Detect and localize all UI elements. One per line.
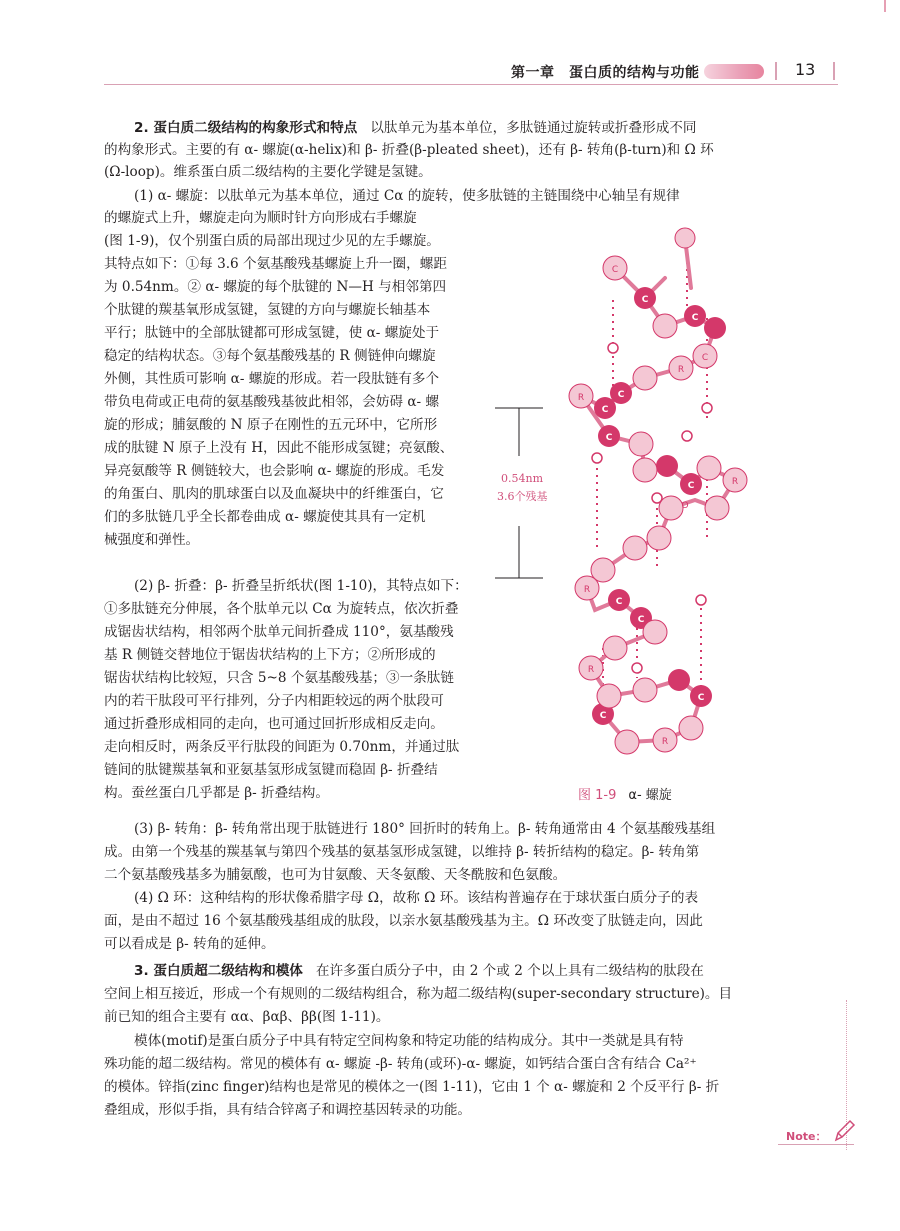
- beta-line: 通过折叠形成相同的走向，也可通过回折形成相反走向。: [104, 716, 444, 732]
- alpha-line: 的角蛋白、肌肉的肌球蛋白以及血凝块中的纤维蛋白，它: [104, 486, 444, 502]
- backbone-bonds: [581, 238, 735, 742]
- omega-line: (4) Ω 环：这种结构的形状像希腊字母 Ω，故称 Ω 环。该结构普遍存在于球状蛋白质分子的表: [134, 890, 699, 906]
- svg-text:C: C: [611, 265, 619, 275]
- beta-turn-line: 成。由第一个残基的羰基氧与第四个残基的氨基氢形成氢键，以维持 β- 转折结构的稳定。β- 转角第: [104, 844, 700, 860]
- alpha-line: 异亮氨酸等 R 侧链较大，也会影响 α- 螺旋的形成。毛发: [104, 463, 445, 479]
- alpha-line: 为 0.54nm。② α- 螺旋的每个肽键的 N—H 与相邻第四: [104, 279, 447, 295]
- header-divider-right: [833, 62, 835, 80]
- svg-text:C: C: [601, 405, 609, 415]
- svg-text:R: R: [583, 585, 591, 595]
- alpha-helix-diagram: [495, 208, 785, 788]
- svg-text:C: C: [599, 711, 607, 721]
- motif-line: 的模体。锌指(zinc finger)结构也是常见的模体之一(图 1-11)，它由 1 个 α- 螺旋和 2 个反平行 β- 折: [104, 1079, 720, 1095]
- svg-text:C: C: [701, 353, 709, 363]
- alpha-line: 旋的形成；脯氨酸的 N 原子在刚性的五元环中，它所形: [104, 417, 438, 433]
- svg-text:R: R: [731, 477, 739, 487]
- section2-line-2: 的构象形式。主要的有 α- 螺旋(α-helix)和 β- 折叠(β-pleated sheet)，还有 β- 转角(β-turn)和 Ω 环: [104, 142, 714, 158]
- alpha-line: 带负电荷或正电荷的氨基酸残基彼此相邻，会妨碍 α- 螺: [104, 394, 440, 410]
- svg-text:R: R: [661, 737, 669, 747]
- svg-text:R: R: [677, 365, 685, 375]
- header-decor-bar: [704, 64, 764, 79]
- header-divider: [775, 62, 777, 80]
- section2-title: 2. 蛋白质二级结构的构象形式和特点: [134, 120, 358, 136]
- motif-line: 殊功能的超二级结构。常见的模体有 α- 螺旋 -β- 转角(或环)-α- 螺旋，如钙结合蛋白含有结合 Ca²⁺: [104, 1056, 697, 1072]
- alpha-helix-figure: [495, 208, 785, 788]
- alpha-line: (图 1-9)，仅个别蛋白质的局部出现过少见的左手螺旋。: [104, 233, 440, 249]
- section3-line-2: 空间上相互接近，形成一个有规则的二级结构组合，称为超二级结构(super-secondary structure)。目: [104, 986, 733, 1002]
- alpha-line: 个肽键的羰基氧形成氢键，氢键的方向与螺旋长轴基本: [104, 302, 431, 318]
- beta-line: ①多肽链充分伸展，各个肽单元以 Cα 为旋转点，依次折叠: [104, 601, 459, 617]
- beta-turn-line: 二个氨基酸残基多为脯氨酸，也可为甘氨酸、天冬氨酸、天冬酰胺和色氨酸。: [104, 867, 567, 883]
- figure-caption: [578, 784, 672, 803]
- omega-line: 面，是由不超过 16 个氨基酸残基组成的肽段，以亲水氨基酸残基为主。Ω 环改变了肽链走向，因此: [104, 913, 703, 929]
- motif-line: 叠组成，形似手指，具有结合锌离子和调控基因转录的功能。: [104, 1102, 472, 1118]
- section2-line-3: (Ω-loop)。维系蛋白质二级结构的主要化学键是氢键。: [104, 164, 432, 180]
- alpha-helix-first-line: (1) α- 螺旋：以肽单元为基本单位，通过 Cα 的旋转，使多肽链的主链围绕中心轴呈有规律: [134, 188, 680, 204]
- beta-line: 走向相反时，两条反平行肽段的间距为 0.70nm，并通过肽: [104, 739, 460, 755]
- svg-text:R: R: [577, 393, 585, 403]
- alpha-line: 成的肽键 N 原子上没有 H，因此不能形成氢键；亮氨酸、: [104, 440, 454, 456]
- alpha-line: 稳定的结构状态。③每个氨基酸残基的 R 侧链伸向螺旋: [104, 348, 436, 364]
- svg-text:C: C: [637, 615, 645, 625]
- section3-title: 3. 蛋白质超二级结构和模体: [134, 963, 303, 979]
- figure-number: 图 1-9: [578, 788, 617, 803]
- alpha-line: 其特点如下：①每 3.6 个氨基酸残基螺旋上升一圈，螺距: [104, 256, 447, 272]
- svg-text:C: C: [617, 390, 625, 400]
- alpha-line: 械强度和弹性。: [104, 532, 200, 548]
- svg-text:C: C: [691, 313, 699, 323]
- svg-text:O: O: [681, 501, 689, 511]
- beta-line: (2) β- 折叠：β- 折叠呈折纸状(图 1-10)，其特点如下：: [134, 578, 468, 594]
- alpha-line: 的螺旋式上升，螺旋走向为顺时针方向形成右手螺旋: [104, 210, 417, 226]
- corner-mark: [884, 0, 886, 12]
- alpha-line: 外侧，其性质可影响 α- 螺旋的形成。若一段肽链有多个: [104, 371, 440, 387]
- beta-line: 基 R 侧链交替地位于锯齿状结构的上下方；②所形成的: [104, 647, 436, 663]
- chapter-title: 第一章 蛋白质的结构与功能: [511, 65, 700, 81]
- svg-text:C: C: [697, 693, 705, 703]
- section2-line-1: 2. 蛋白质二级结构的构象形式和特点 以肽单元为基本单位，多肽链通过旋转或折叠形成不同: [134, 120, 697, 136]
- beta-line: 锯齿状结构比较短，只含 5~8 个氨基酸残基；③一条肽链: [104, 670, 454, 686]
- omega-line: 可以看成是 β- 转角的延伸。: [104, 936, 275, 952]
- beta-line: 成锯齿状结构，相邻两个肽单元间折叠成 110°，氨基酸残: [104, 624, 454, 640]
- pitch-residues-label: 3.6个残基: [497, 490, 548, 503]
- note-label: Note：: [786, 1130, 827, 1143]
- pencil-icon: [832, 1118, 856, 1144]
- section3-line-1: 3. 蛋白质超二级结构和模体 在许多蛋白质分子中，由 2 个或 2 个以上具有二级结构的肽段在: [134, 963, 704, 979]
- svg-text:R: R: [587, 665, 595, 675]
- pitch-label: 0.54nm: [501, 472, 544, 485]
- page-number: 13: [795, 60, 816, 79]
- section3-line-3: 前已知的组合主要有 αα、βαβ、ββ(图 1-11)。: [104, 1009, 390, 1025]
- motif-line: 模体(motif)是蛋白质分子中具有特定空间构象和特定功能的结构成分。其中一类就是具有特: [134, 1033, 684, 1049]
- svg-text:C: C: [615, 597, 623, 607]
- note-underline: [778, 1144, 854, 1145]
- alpha-line: 们的多肽链几乎全长都卷曲成 α- 螺旋使其具有一定机: [104, 509, 426, 525]
- header-rule: [104, 84, 838, 85]
- figure-title: α- 螺旋: [628, 788, 672, 803]
- alpha-line: 平行；肽链中的全部肽键都可形成氢键，使 α- 螺旋处于: [104, 325, 440, 341]
- atoms-light: [569, 228, 747, 754]
- beta-turn-line: (3) β- 转角：β- 转角常出现于肽链进行 180° 回折时的转角上。β- 转角通常由 4 个氨基酸残基组: [134, 821, 716, 837]
- beta-line: 链间的肽键羰基氧和亚氨基氢形成氢键而稳固 β- 折叠结: [104, 762, 438, 778]
- svg-text:C: C: [605, 433, 613, 443]
- beta-line: 构。蚕丝蛋白几乎都是 β- 折叠结构。: [104, 785, 329, 801]
- svg-text:C: C: [687, 481, 695, 491]
- beta-line: 内的若干肽段可平行排列，分子内相距较远的两个肽段可: [104, 693, 444, 709]
- svg-text:C: C: [641, 295, 649, 305]
